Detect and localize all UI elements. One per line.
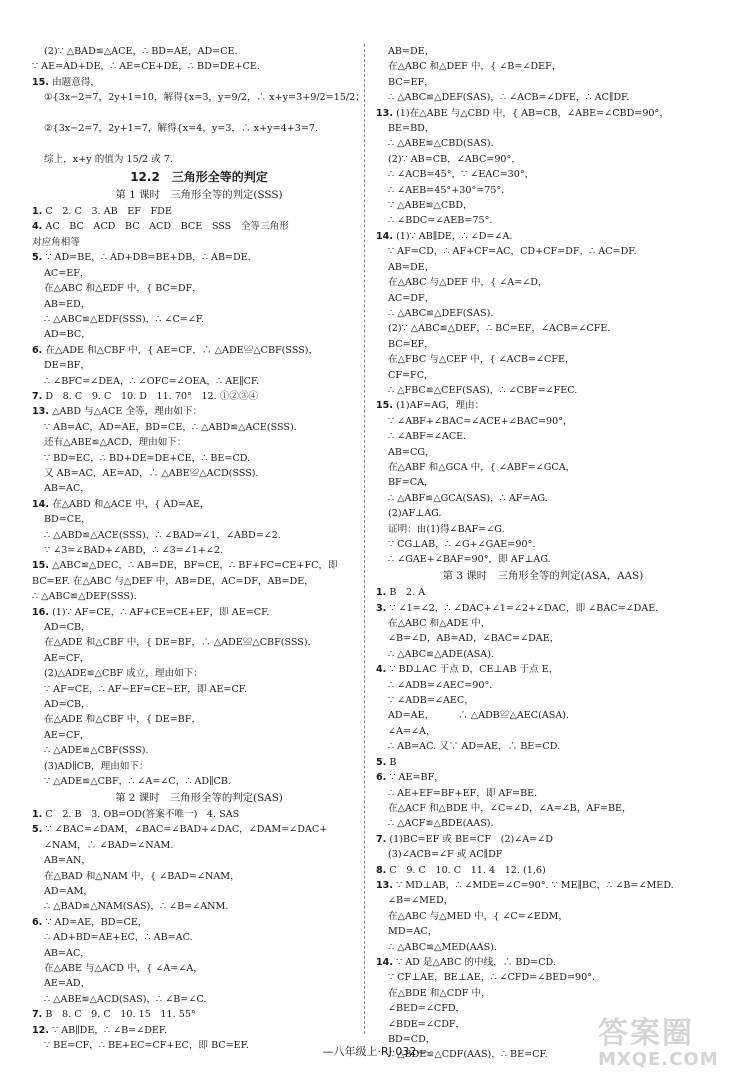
answer-line (32, 90, 366, 105)
answer-text: BD=CE， (44, 514, 91, 526)
answer-text: 在△ABE 与△ACD 中，{ ∠A=∠A， (44, 962, 203, 974)
answer-text: (1)∵ AF=CE，∴ AF+CE=CE+EF，即 AE=CF. (52, 606, 270, 618)
answer-item (32, 1023, 366, 1038)
answer-text: 还有△ABE≌△ACD，理由如下： (44, 437, 187, 449)
answer-text: ∵ △ADE≌△CBF，∴ ∠A=∠C，∴ AD∥CB. (44, 776, 231, 788)
answer-line (32, 266, 366, 281)
answer-text: AD=AE， ∴ △ADB≌△AEC(ASA). (388, 710, 570, 722)
answer-item (376, 601, 710, 616)
answer-item (32, 219, 366, 234)
answer-line (32, 420, 366, 435)
answer-text: AC=EF， (44, 267, 90, 279)
answer-line (376, 708, 710, 723)
answer-text: BC=EF， (388, 338, 434, 350)
answer-text: AD=CB， (44, 699, 91, 711)
answer-line (376, 724, 710, 739)
answer-line (376, 924, 710, 939)
question-number: 1. (32, 808, 43, 820)
watermark-logo (598, 1018, 738, 1074)
answer-line (32, 121, 366, 136)
answer-text: ∵ ∠3=∠BAD+∠ABD，∴ ∠3=∠1+∠2. (44, 545, 224, 556)
answer-text: ∠BDE=∠CDF， (388, 1018, 466, 1030)
answer-line (32, 869, 366, 884)
answer-item (32, 807, 366, 822)
answer-line (32, 574, 366, 589)
answer-text: ∴ △ABF≌△GCA(SAS)，∴ AF=AG. (388, 492, 548, 504)
answer-line (32, 528, 366, 543)
answer-line (376, 986, 710, 1001)
answer-line (32, 235, 366, 250)
answer-line (376, 352, 710, 367)
question-number: 16. (32, 606, 49, 618)
section-heading: 12.2 三角形全等的判定 (130, 170, 268, 185)
answer-text: AB=DE， (388, 46, 435, 57)
answer-line (376, 90, 710, 105)
answer-line (376, 183, 710, 198)
answer-text: BD=CD， (388, 1034, 436, 1045)
answer-text: 在△FBC 与△CEF 中，{ ∠ACB=∠CFE， (388, 354, 575, 366)
answer-line (376, 506, 710, 521)
answer-line (376, 909, 710, 924)
answer-text: ∴ AE+EF=BF+EF，即 AF=BE. (388, 787, 538, 799)
answer-item (32, 404, 366, 419)
answer-text: ∴ ∠ADB=∠AEC=90°. (388, 679, 493, 691)
watermark-en: MXQE.COM (598, 1049, 719, 1070)
answer-text: AD=AM， (44, 885, 94, 897)
answer-text: ∵ AB=AC，AD=AE，BD=CE，∴ △ABD≌△ACE(SSS). (44, 421, 297, 433)
question-number: 15. (376, 400, 393, 412)
answer-line (376, 275, 710, 290)
answer-line (376, 44, 710, 59)
question-number: 4. (32, 221, 43, 233)
answer-text: CF=FC， (388, 369, 434, 381)
answer-line (376, 847, 710, 862)
answer-text: ∵ AF=CE，∴ AF−EF=CE−EF，即 AE=CF. (44, 683, 247, 695)
question-number: 15. (32, 560, 49, 572)
answer-line (376, 816, 710, 831)
answer-text: ∠BED=∠CFD， (388, 1003, 466, 1015)
right-column (376, 44, 710, 1063)
answer-text: AE=CF， (44, 729, 90, 741)
answer-line (32, 961, 366, 976)
answer-text: BC=EF. 在△ABC 与△DEF 中，AB=DE，AC=DF，AB=DE， (32, 575, 314, 587)
answer-text: C 9. C 10. C 11. 4 12. (1,6) (389, 864, 546, 876)
answer-line (376, 368, 710, 383)
page-footer: —八年级上·RJ·032— (322, 1045, 428, 1058)
answer-item (32, 1007, 366, 1022)
answer-text: 在△ABC 与△DEF 中，{ ∠A=∠D， (388, 277, 548, 289)
question-number: 14. (32, 498, 49, 510)
answer-item (32, 497, 366, 512)
answer-text: ∴ △ACF≌△BDE(AAS). (388, 818, 494, 830)
answer-line (376, 445, 710, 460)
answer-text: ∵ AE=BF， (389, 772, 444, 784)
answer-text: ∵ BD=EC，∴ BD+DE=DE+CE，∴ BE=CD. (44, 452, 251, 464)
answer-text: ∴ △ABD≌△ACE(SSS)，∴ ∠BAD=∠1，∠ABD=∠2. (44, 529, 281, 541)
answer-text: ∴ ∠AEB=45°+30°=75°. (388, 184, 505, 196)
answer-line (32, 589, 366, 604)
answer-line (376, 260, 710, 275)
answer-line (376, 167, 710, 182)
answer-text: ∵ AE=AD+DE，∴ AE=CE+DE，∴ BD=DE+CE. (32, 61, 260, 73)
question-number: 7. (32, 390, 43, 402)
answer-text: ∵ BE=CF，∴ BE+EC=CF+EC，即 BC=EF. (44, 1040, 249, 1051)
answer-text: 在△ABC 和△EDF 中，{ BC=DF， (44, 283, 202, 295)
question-number: 6. (376, 772, 387, 784)
watermark-cn: 答案圈 (598, 1016, 694, 1051)
question-number: 7. (376, 833, 387, 845)
answer-text: AC=DF， (388, 292, 435, 304)
answer-line (32, 884, 366, 899)
answer-text: 在△ACF 和△BDE 中，∠C=∠D，∠A=∠B，AF=BE， (388, 802, 632, 814)
answer-text: AD=CB， (44, 622, 91, 634)
answer-text: ∴ △BDE≌△CDF(AAS)，∴ BE=CF. (388, 1049, 548, 1061)
answer-line (376, 136, 710, 151)
lesson-heading: 第 1 课时 三角形全等的判定(SSS) (115, 188, 283, 201)
answer-text: 又 AB=AC，AE=AD，∴ △ABE≌△ACD(SSS). (44, 467, 259, 479)
answer-line (376, 678, 710, 693)
answer-item (376, 878, 710, 893)
answer-text: ∴ △ABC≌△EDF(SSS)，∴ ∠C=∠F. (44, 313, 205, 325)
answer-item (376, 106, 710, 121)
answer-text: 在△ABC 与△MED 中，{ ∠C=∠EDM， (388, 910, 568, 922)
answer-text: (1)BC=EF 或 BE=CF (2)∠A=∠D (389, 833, 553, 845)
question-number: 13. (376, 879, 393, 891)
answer-text: B (389, 756, 397, 768)
answer-line (32, 620, 366, 635)
answer-line (376, 306, 710, 321)
question-number: 3. (376, 602, 387, 614)
answer-text: 在△ABF 和△GCA 中，{ ∠ABF=∠GCA， (388, 461, 576, 473)
answer-text: (2)∵ △BAD≌△ACE，∴ BD=AE，AD=CE. (44, 46, 238, 57)
answer-text: (1)∵ AB∥DE，∴ ∠D=∠A. (396, 230, 513, 242)
answer-line (32, 481, 366, 496)
answer-line (32, 899, 366, 914)
answer-line (32, 451, 366, 466)
answer-item (32, 250, 366, 265)
answer-text: ∠B=∠D，AB=AD，∠BAC=∠DAE， (388, 633, 560, 645)
answer-line (376, 631, 710, 646)
answer-item (376, 955, 710, 970)
question-number: 13. (32, 406, 49, 418)
answer-item (376, 662, 710, 677)
answer-text: (1)在△ABE 与△CBD 中，{ AB=CB，∠ABE=∠CBD=90°， (396, 107, 669, 119)
answer-line (376, 152, 710, 167)
answer-text: (1)AF=AG，理由： (396, 400, 485, 412)
answer-text: (2)△ADE≌△CBF 成立，理由如下： (44, 668, 203, 680)
answer-text: ∴ ∠BFC=∠DEA，∴ ∠OFC=∠OEA，∴ AE∥CF. (44, 375, 260, 387)
answer-line (32, 838, 366, 853)
answer-text: ∵ ∠ABF+∠BAC=∠ACE+∠BAC=90°， (388, 415, 573, 427)
question-number: 14. (376, 956, 393, 968)
answer-line (32, 682, 366, 697)
answer-item (376, 863, 710, 878)
answer-text: ②{3x−2=7，2y+1=7，解得{x=4，y=3，∴ x+y=4+3=7. (44, 123, 319, 135)
answer-text: DE=BF， (44, 360, 91, 372)
answer-line (32, 281, 366, 296)
question-number: 1. (32, 206, 43, 218)
answer-line (32, 466, 366, 481)
answer-text: ∵ AD 是△ABC 的中线，∴ BD=CD. (396, 956, 556, 968)
answer-text: C 2. B 3. OB=OD(答案不唯一) 4. SAS (45, 808, 240, 820)
answer-line (32, 635, 366, 650)
answer-text: ∵ AB∥DE，∴ ∠B=∠DEF. (52, 1024, 168, 1036)
answer-line (32, 136, 366, 151)
answer-line (32, 853, 366, 868)
answer-line (376, 291, 710, 306)
answer-text: 综上，x+y 的值为 15/2 或 7. (44, 153, 173, 165)
answer-text: BC=EF， (388, 76, 434, 88)
answer-line (32, 44, 366, 59)
answer-text: BF=CA， (388, 477, 434, 489)
answer-item (32, 915, 366, 930)
question-number: 7. (32, 1009, 43, 1021)
answer-text: ∴ ∠GAE+∠BAF=90°，即 AF⊥AG. (388, 554, 551, 566)
answer-text: AB=DE， (388, 261, 435, 273)
answer-line (376, 1001, 710, 1016)
answer-text: 对应角相等 (32, 236, 80, 248)
answer-text: AC BC ACD BC ACD BCE SSS 全等三角形 (45, 221, 289, 233)
answer-line (376, 940, 710, 955)
answer-line (376, 213, 710, 228)
answer-text: △ABC≌△DEC，∴ AB=DE，BF=CE，∴ BF+FC=CE+FC，即 (52, 560, 338, 572)
answer-text: ∵ ∠BAC=∠DAM，∠BAC=∠BAD+∠DAC，∠DAM=∠DAC+ (45, 824, 328, 836)
answer-line (376, 121, 710, 136)
answer-text: ∵ AD=AE，BD=CE， (45, 916, 148, 928)
answer-line (32, 327, 366, 342)
answer-line (32, 930, 366, 945)
answer-text: ∴ ∠BDC=∠AEB=75°. (388, 215, 493, 227)
answer-line (376, 693, 710, 708)
answer-text: ∵ △ABE≌△CBD， (388, 200, 473, 212)
answer-text: ∵ CG⊥AB，∴ ∠G+∠GAE=90°. (388, 539, 536, 550)
answer-text: AB=AC， (44, 483, 90, 495)
answer-item (376, 229, 710, 244)
answer-line (32, 666, 366, 681)
answer-line (376, 647, 710, 662)
answer-text: ∴ △ABC≌△MED(AAS). (388, 941, 497, 953)
answer-text: MD=AC， (388, 926, 438, 938)
answer-line (376, 383, 710, 398)
question-number: 4. (376, 664, 387, 676)
answer-line (32, 946, 366, 961)
question-number: 1. (376, 587, 387, 599)
answer-line (376, 739, 710, 754)
answer-text: AB=AC， (44, 947, 90, 959)
answer-line (32, 728, 366, 743)
answer-line (32, 374, 366, 389)
answer-text: 在△ADE 和△CBF 中，{ DE=BF，∴ △ADE≌△CBF(SSS). (44, 637, 311, 649)
answer-text: ∴ △ADE≌△CBF(SSS). (44, 745, 149, 757)
answer-line (32, 712, 366, 727)
answer-text: ①{3x−2=7，2y+1=10，解得{x=3，y=9/2，∴ x+y=3+9/2=15/2； (44, 92, 365, 104)
answer-text: ∴ △ABE≌△ACD(SAS)，∴ ∠B=∠C. (44, 993, 207, 1005)
answer-line (376, 552, 710, 567)
answer-text: AB=ED， (44, 298, 91, 310)
answer-text: ∴ ∠ACB=45°，∵ ∠EAC=30°， (388, 169, 535, 181)
answer-text: ∵ ∠ADB=∠AEC， (388, 695, 474, 707)
answer-item (376, 585, 710, 600)
answer-text: (2)AF⊥AG. (388, 508, 442, 520)
answer-item (376, 770, 710, 785)
answer-text: 在△ADE 和△CBF 中，{ DE=BF， (44, 714, 202, 726)
answer-line (376, 893, 710, 908)
answer-line (32, 312, 366, 327)
answer-text: ∴ AD+BD=AE+EC，∴ AB=AC. (44, 932, 193, 944)
lesson-heading: 第 2 课时 三角形全等的判定(SAS) (115, 791, 283, 804)
answer-text: ∵ CF⊥AE，BE⊥AE，∴ ∠CFD=∠BED=90°. (388, 972, 596, 984)
answer-line (32, 976, 366, 991)
answer-text: 在△BAD 和△NAM 中，{ ∠BAD=∠NAM， (44, 870, 240, 882)
column-divider (364, 44, 365, 1034)
answer-line (32, 759, 366, 774)
answer-line (376, 75, 710, 90)
question-number: 6. (32, 916, 43, 928)
answer-line (376, 429, 710, 444)
answer-text: ∴ △ABC≌△DEF(SAS). (388, 307, 494, 319)
answer-text: ∠NAM，∴ ∠BAD=∠NAM. (44, 839, 174, 851)
lesson-heading: 第 3 课时 三角形全等的判定(ASA，AAS) (442, 569, 644, 582)
question-number: 5. (32, 824, 43, 836)
answer-line (32, 358, 366, 373)
answer-text: 在△ABC 和△DEF 中，{ ∠B=∠DEF， (388, 61, 562, 73)
answer-line (32, 543, 366, 558)
question-number: 14. (376, 230, 393, 242)
answer-line (376, 337, 710, 352)
answer-text: 在△ABD 和△ACE 中，{ AD=AE， (52, 498, 210, 510)
answer-line (376, 801, 710, 816)
answer-text: (2)∵ △ABC≌△DEF，∴ BC=EF，∠ACB=∠CFE. (388, 323, 611, 335)
answer-text: B 2. A (389, 587, 426, 599)
answer-text: ∴ △ABC≌△ADE(ASA). (388, 648, 495, 660)
answer-line (32, 512, 366, 527)
left-column (32, 44, 366, 1053)
answer-text: AE=CF， (44, 652, 90, 664)
answer-item (32, 75, 366, 90)
answer-text: △ABD 与△ACE 全等，理由如下： (52, 406, 203, 418)
answer-line (376, 59, 710, 74)
answer-text: ∴ AB=AC. 又∵ AD=AE，∴ BE=CD. (388, 741, 561, 753)
answer-text: ∠B=∠MED， (388, 895, 454, 907)
question-number: 13. (376, 107, 393, 119)
answer-text: (2)∵ AB=CB，∠ABC=90°， (388, 153, 521, 165)
answer-text: ∴ △BAD≌△NAM(SAS)，∴ ∠B=∠ANM. (44, 901, 229, 913)
answer-text: ∴ △ABC≌△DEF(SSS). (32, 591, 137, 603)
answer-text: (3)AD∥CB，理由如下： (44, 760, 149, 772)
answer-text: ∴ △ABC≌△DEF(SAS)，∴ ∠ACB=∠DFE，∴ AC∥DF. (388, 92, 630, 104)
answer-text: ∴ △ABE≌△CBD(SAS). (388, 138, 494, 150)
answer-line (32, 992, 366, 1007)
answer-line (32, 59, 366, 74)
answer-item (32, 558, 366, 573)
question-number: 12. (32, 1024, 49, 1036)
answer-item (376, 398, 710, 413)
answer-line (32, 651, 366, 666)
answer-item (32, 343, 366, 358)
question-number: 5. (376, 756, 387, 768)
answer-line (32, 106, 366, 121)
answer-line (376, 970, 710, 985)
answer-text: 证明：由(1)得∠BAF=∠G. (388, 523, 505, 535)
answer-line (376, 244, 710, 259)
answer-text: ∵ MD⊥AB，∴ ∠MDE=∠C=90°. ∵ ME∥BC，∴ ∠B=∠MED. (396, 879, 674, 891)
answer-item (32, 822, 366, 837)
answer-item (32, 389, 366, 404)
answer-text: B 8. C 9. C 10. 15 11. 55° (45, 1009, 196, 1021)
answer-line (376, 786, 710, 801)
answer-line (376, 491, 710, 506)
answer-text: AD=BC， (44, 329, 91, 341)
answer-text: 由题意得， (52, 76, 101, 88)
answer-text: 在△ADE 和△CBF 中，{ AE=CF，∴ △ADE≌△CBF(SSS)， (45, 344, 319, 356)
answer-line (376, 198, 710, 213)
answer-item (376, 832, 710, 847)
answer-line (376, 522, 710, 537)
answer-text: AB=CG， (388, 446, 435, 458)
answer-text: ∵ ∠1=∠2，∴ ∠DAC+∠1=∠2+∠DAC，即 ∠BAC=∠DAE. (389, 602, 659, 614)
answer-text: ∠A=∠A， (388, 725, 436, 737)
answer-text: BE=BD， (388, 123, 435, 135)
answer-item (32, 204, 366, 219)
answer-text: C 2. C 3. AB EF FDE (45, 206, 172, 218)
answer-text: 在△BDE 和△CDF 中， (388, 987, 491, 999)
answer-text: (3)∠ACB=∠F 或 AC∥DF (388, 849, 503, 861)
answer-line (32, 297, 366, 312)
answer-line (32, 152, 366, 167)
question-number: 5. (32, 252, 43, 264)
answer-line (376, 460, 710, 475)
answer-line (376, 475, 710, 490)
question-number: 6. (32, 344, 43, 356)
answer-text: AB=AN， (44, 855, 91, 867)
answer-line (32, 435, 366, 450)
question-number: 15. (32, 76, 49, 88)
answer-line (376, 616, 710, 631)
answer-text: D 8. C 9. C 10. D 11. 70° 12. ①②③④ (45, 390, 259, 402)
answer-text: ∴ △FBC≌△CEF(SAS)，∴ ∠CBF=∠FEC. (388, 384, 578, 396)
answer-text: AE=AD， (44, 978, 91, 990)
question-number: 8. (376, 864, 387, 876)
answer-text: ∵ AF=CD，∴ AF+CF=AC，CD+CF=DF，∴ AC=DF. (388, 246, 637, 258)
answer-line (32, 697, 366, 712)
answer-line (376, 321, 710, 336)
answer-text: ∴ ∠ABF=∠ACE. (388, 431, 467, 443)
answer-text: ∵ AD=BE，∴ AD+DB=BE+DB，∴ AB=DE. (45, 252, 251, 264)
answer-text: ∵ BD⊥AC 于点 D，CE⊥AB 于点 E， (389, 664, 559, 676)
answer-item (32, 605, 366, 620)
answer-item (376, 755, 710, 770)
answer-line (376, 414, 710, 429)
answer-line (32, 743, 366, 758)
answer-line (376, 537, 710, 552)
answer-line (32, 774, 366, 789)
answer-text: 在△ABC 和△ADE 中， (388, 618, 491, 630)
